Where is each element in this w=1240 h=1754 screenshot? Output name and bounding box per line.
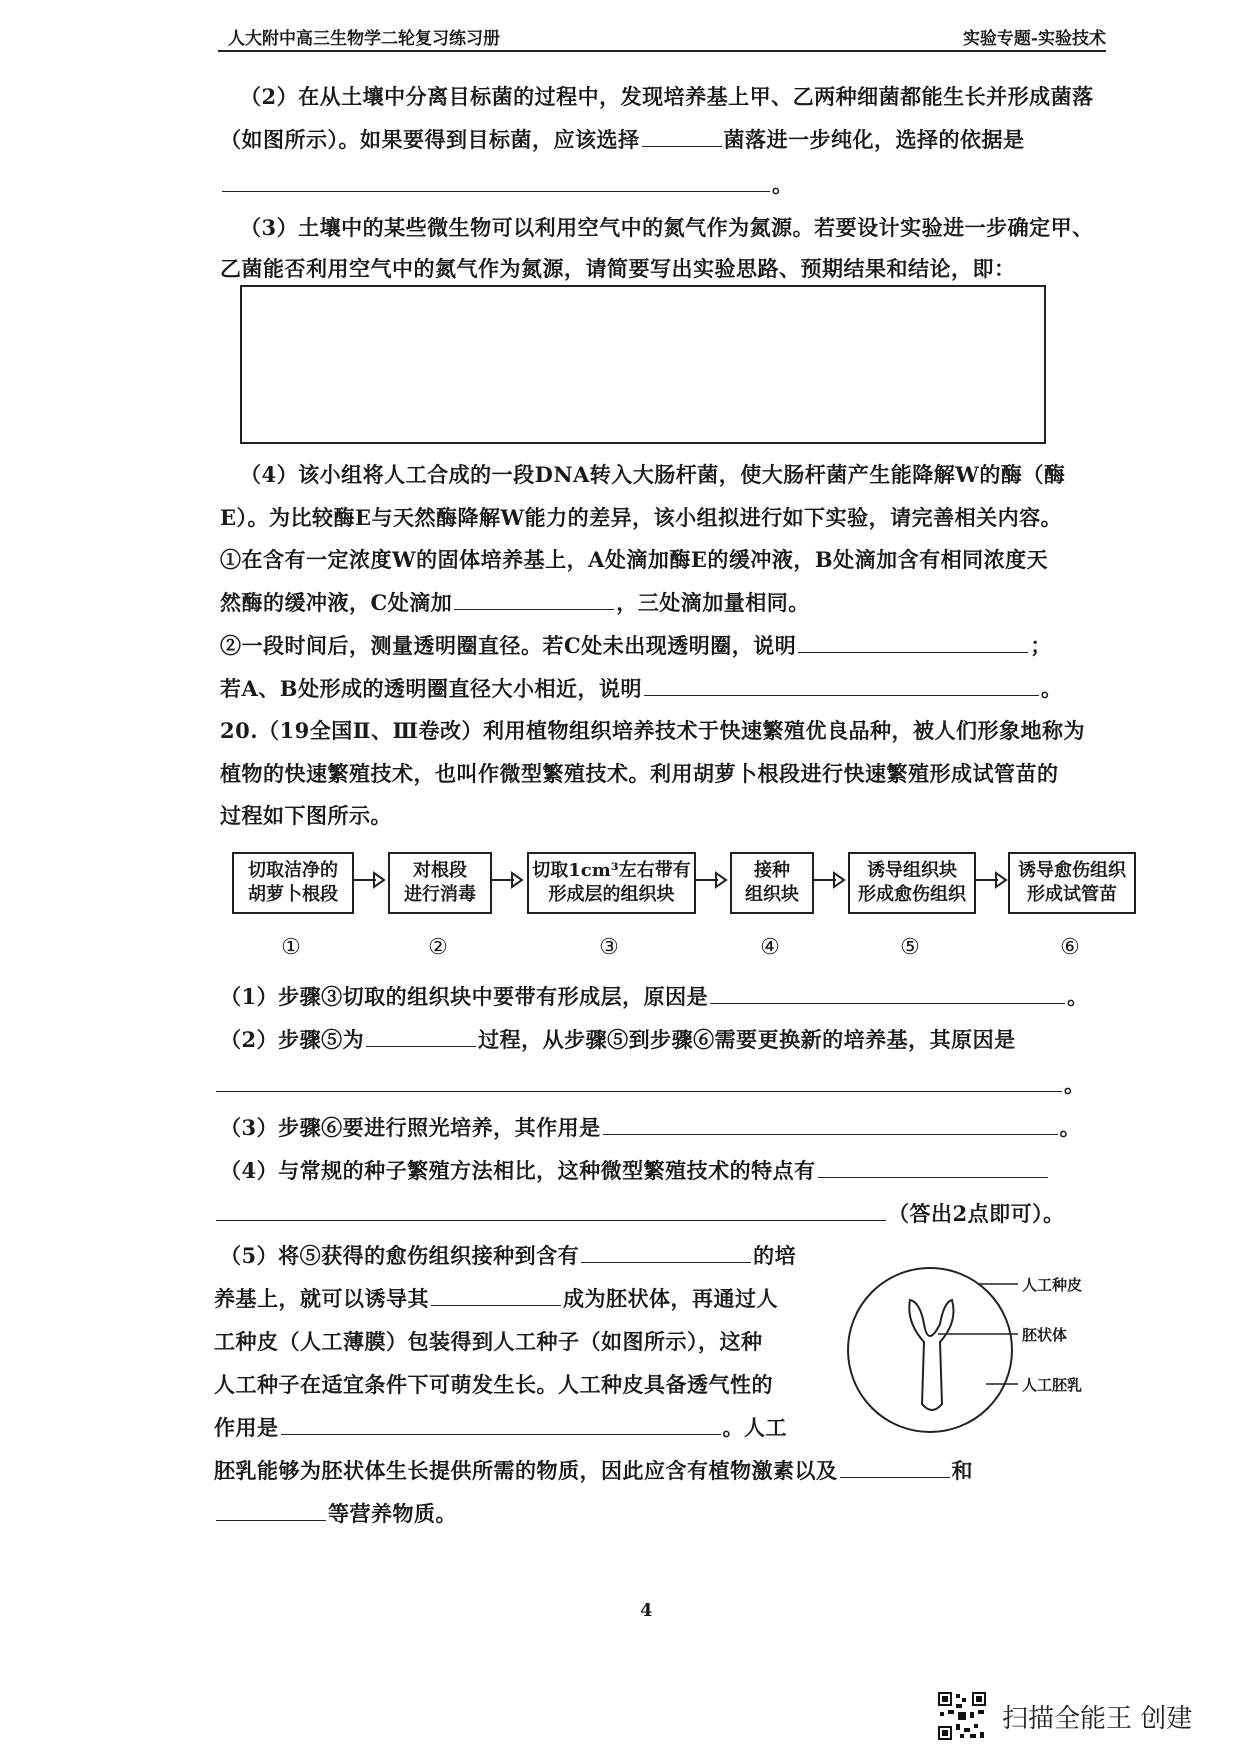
flow-step-6 (1008, 852, 1136, 914)
header-section: 实验专题-实验技术 (962, 29, 1106, 49)
flow-step-number: ③ (599, 935, 619, 960)
q19-part4-line5: ②一段时间后，测量透明圈直径。若C处未出现透明圈，说明 ； (220, 633, 1052, 658)
answer-blank[interactable] (222, 171, 770, 192)
answer-blank[interactable] (454, 589, 614, 610)
q20-sub5-line4: 人工种子在适宜条件下可萌发生长。人工种皮具备透气性的 (214, 1372, 773, 1397)
flow-step-3-line2: 形成层的组织块 (548, 884, 675, 905)
label-artificial-seed-coat: 人工种皮 (1022, 1276, 1083, 1294)
q19-part2-line2: （如图所示）。如果要得到目标菌，应该选择 菌落进一步纯化，选择的依据是 (220, 127, 1025, 152)
flow-step-6-line2: 形成试管苗 (1027, 884, 1117, 905)
answer-blank[interactable] (644, 675, 1039, 696)
flow-step-1-line1: 切取洁净的 (248, 860, 338, 881)
answer-blank[interactable] (818, 1157, 1048, 1178)
q19-part4-line4: 然酶的缓冲液，C处滴加 ，三处滴加量相同。 (220, 590, 810, 615)
answer-blank[interactable] (216, 1500, 326, 1521)
label-artificial-endosperm: 人工胚乳 (1022, 1376, 1083, 1394)
answer-blank[interactable] (216, 1071, 1062, 1092)
flow-step-4 (730, 852, 814, 914)
flow-step-2 (388, 852, 492, 914)
flow-step-number: ② (428, 935, 448, 960)
flow-step-number: ⑤ (900, 935, 920, 960)
q20-sub2-line2: 。 (214, 1070, 1086, 1100)
q19-part4-line1: （4）该小组将人工合成的一段DNA转入大肠杆菌，使大肠杆菌产生能降解W的酶（酶 (240, 462, 1066, 487)
q19-part4-line2: E）。为比较酶E与天然酶降解W能力的差异，该小组拟进行如下实验，请完善相关内容。 (220, 505, 1063, 530)
q20-stem-line1: 20.（19全国Ⅱ、Ⅲ卷改）利用植物组织培养技术于快速繁殖优良品种，被人们形象地称为 (220, 718, 1086, 743)
flow-step-1 (232, 852, 354, 914)
flow-step-5 (848, 852, 976, 914)
q20-sub5-line7: 等营养物质。 (214, 1499, 457, 1529)
answer-blank[interactable] (366, 1026, 476, 1047)
qr-code-icon (936, 1690, 988, 1742)
header-title: 人大附中高三生物学二轮复习练习册 (228, 29, 500, 49)
q20-sub5-line2: 养基上，就可以诱导其 成为胚状体，再通过人 (214, 1286, 778, 1311)
answer-blank[interactable] (798, 632, 1028, 653)
embryo-shape (909, 1300, 953, 1410)
answer-blank[interactable] (642, 126, 722, 147)
q19-part4-line3: ①在含有一定浓度W的固体培养基上，A处滴加酶E的缓冲液，B处滴加含有相同浓度天 (220, 547, 1049, 572)
flow-step-number: ⑥ (1060, 935, 1080, 960)
q19-part2-line3: 。 (220, 170, 794, 200)
flow-step-4-line1: 接种 (754, 860, 790, 881)
seed-coat-circle (848, 1268, 1012, 1432)
flow-arrow-icon (974, 868, 1008, 892)
flow-arrow-icon (694, 868, 728, 892)
q20-sub4-line1: （4）与常规的种子繁殖方法相比，这种微型繁殖技术的特点有 (220, 1156, 1050, 1186)
flow-step-number: ① (281, 935, 301, 960)
flow-step-2-line1: 对根段 (413, 860, 467, 881)
flow-step-6-line1: 诱导愈伤组织 (1018, 860, 1126, 881)
scanner-watermark (936, 1690, 1192, 1742)
answer-blank[interactable] (216, 1200, 886, 1221)
page-number: 4 (640, 1600, 653, 1621)
q20-sub1: （1）步骤③切取的组织块中要带有形成层，原因是 。 (220, 984, 1089, 1009)
answer-blank[interactable] (281, 1414, 721, 1435)
answer-box[interactable] (240, 285, 1046, 444)
q20-sub5-line5: 作用是 。人工 (214, 1415, 787, 1440)
answer-blank[interactable] (431, 1285, 561, 1306)
q20-stem-line2: 植物的快速繁殖技术，也叫作微型繁殖技术。利用胡萝卜根段进行快速繁殖形成试管苗的 (220, 761, 1059, 786)
flow-step-3 (527, 852, 696, 914)
q20-sub2-line1: （2）步骤⑤为 过程，从步骤⑤到步骤⑥需要更换新的培养基，其原因是 (220, 1027, 1016, 1052)
answer-blank[interactable] (840, 1457, 950, 1478)
footer-text: 扫描全能王 创建 (1002, 1703, 1193, 1734)
answer-blank[interactable] (603, 1114, 1058, 1135)
q19-part2-line1: （2）在从土壤中分离目标菌的过程中，发现培养基上甲、乙两种细菌都能生长并形成菌落 (240, 84, 1094, 109)
q20-stem-line3: 过程如下图所示。 (220, 803, 392, 828)
flow-arrow-icon (812, 868, 846, 892)
flow-step-3-line1: 切取1cm³左右带有 (532, 860, 691, 881)
q20-sub3: （3）步骤⑥要进行照光培养，其作用是 。 (220, 1115, 1082, 1140)
flow-arrow-icon (352, 868, 386, 892)
page-header (218, 22, 1106, 52)
q20-sub5-line3: 工种皮（人工薄膜）包装得到人工种子（如图所示），这种 (214, 1329, 763, 1354)
q19-part3-line2: 乙菌能否利用空气中的氮气作为氮源，请简要写出实验思路、预期结果和结论，即： (220, 256, 1016, 281)
flow-step-number: ④ (760, 935, 780, 960)
flow-step-1-line2: 胡萝卜根段 (248, 884, 338, 905)
label-embryoid: 胚状体 (1022, 1326, 1068, 1344)
flow-step-2-line2: 进行消毒 (404, 884, 476, 905)
q19-part4-line6: 若A、B处形成的透明圈直径大小相近，说明 。 (220, 676, 1063, 701)
q19-part3-line1: （3）土壤中的某些微生物可以利用空气中的氮气作为氮源。若要设计实验进一步确定甲、 (240, 215, 1094, 240)
answer-blank[interactable] (581, 1242, 751, 1263)
q20-sub5-line1: （5）将⑤获得的愈伤组织接种到含有 的培 (220, 1243, 797, 1268)
q20-sub4-line2: （答出2点即可）。 (214, 1199, 1065, 1229)
flow-step-4-line2: 组织块 (745, 884, 799, 905)
q20-sub5-line6: 胚乳能够为胚状体生长提供所需的物质，因此应含有植物激素以及 和 (214, 1458, 973, 1483)
flow-step-5-line1: 诱导组织块 (867, 860, 957, 881)
flow-arrow-icon (490, 868, 524, 892)
flow-step-5-line2: 形成愈伤组织 (858, 884, 966, 905)
answer-blank[interactable] (710, 983, 1065, 1004)
